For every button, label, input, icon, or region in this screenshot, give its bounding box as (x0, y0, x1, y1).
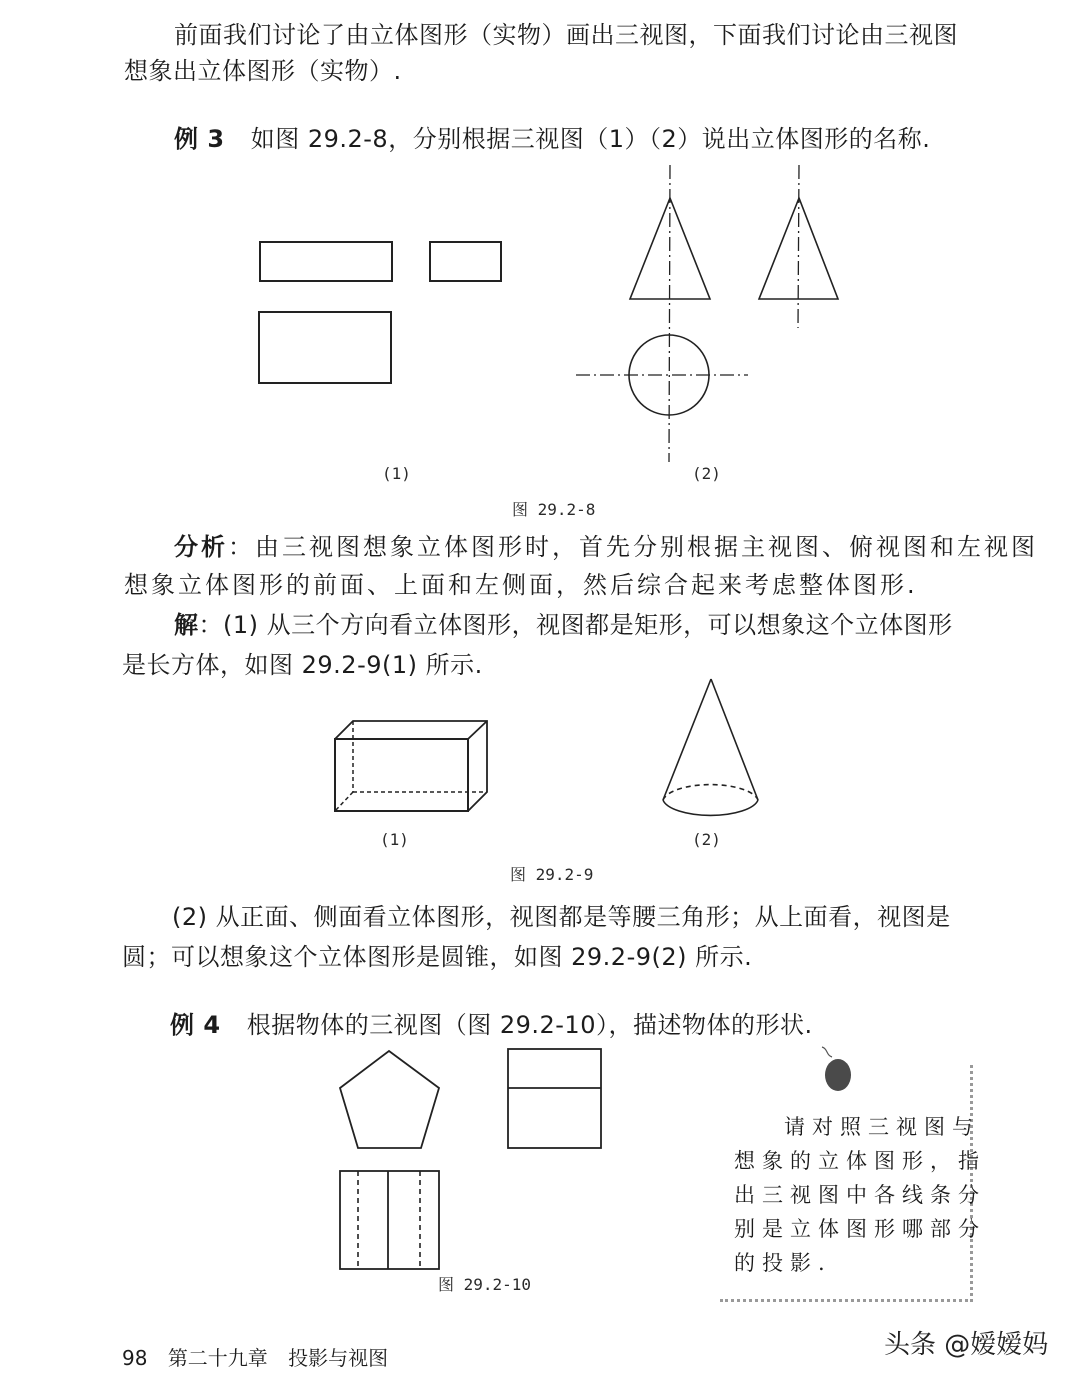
solution2-line-2: 圆；可以想象这个立体图形是圆锥，如图 29.2-9(2) 所示. (122, 943, 753, 971)
side-note-line-1: 请对照三视图与 (784, 1115, 980, 1139)
watermark: 头条 @嫒嫒妈 (884, 1330, 1049, 1360)
page-footer (122, 1342, 388, 1371)
side-note-line-5: 的投影. (734, 1251, 832, 1275)
figure-29-2-8-sub2-label: (2) (692, 464, 721, 483)
bug-mascot-icon (812, 1045, 862, 1095)
chapter-number: 第二十九章 (167, 1346, 268, 1370)
analysis-text-1: ：由三视图想象立体图形时，首先分别根据主视图、俯视图和左视图 (228, 533, 1038, 561)
figure-29-2-8-sub1-label: (1) (382, 464, 411, 483)
side-note-line-4: 别是立体图形哪部分 (734, 1217, 986, 1241)
side-note-line-2: 想象的立体图形，指 (734, 1149, 986, 1173)
solution-label: 解 (174, 611, 199, 639)
chapter-title: 投影与视图 (288, 1346, 389, 1370)
example-4-label: 例 4 (170, 1011, 221, 1039)
pentagon-front-view (340, 1051, 439, 1148)
analysis-label: 分析 (174, 533, 228, 561)
figure-29-2-9-caption: 图 29.2-9 (510, 865, 594, 884)
figure-29-2-9-sub1-label: (1) (380, 830, 409, 849)
example-3-text: 如图 29.2-8，分别根据三视图（1）（2）说出立体图形的名称. (250, 125, 931, 153)
intro-line-1: 前面我们讨论了由立体图形（实物）画出三视图，下面我们讨论由三视图 (174, 21, 958, 49)
page-number: 98 (122, 1346, 148, 1370)
figure-29-2-8-caption: 图 29.2-8 (512, 500, 596, 519)
intro-line-2: 想象出立体图形（实物）. (124, 57, 402, 85)
figure-29-2-10-caption: 图 29.2-10 (438, 1275, 532, 1294)
rectangle-top-view (340, 1171, 439, 1269)
rectangle-left-view (508, 1049, 601, 1148)
analysis-line-2: 想象立体图形的前面、上面和左侧面，然后综合起来考虑整体图形. (124, 571, 918, 599)
solution2-line-1: (2) 从正面、侧面看立体图形，视图都是等腰三角形；从上面看，视图是 (172, 903, 951, 931)
example-3-label: 例 3 (174, 125, 225, 153)
figure-29-2-9-sub2-label: (2) (692, 830, 721, 849)
solution-line-2: 是长方体，如图 29.2-9(1) 所示. (122, 651, 483, 679)
example-4-text: 根据物体的三视图（图 29.2-10），描述物体的形状. (246, 1011, 813, 1039)
side-note-line-3: 出三视图中各线条分 (734, 1183, 986, 1207)
solution-text-1: ：(1) 从三个方向看立体图形，视图都是矩形，可以想象这个立体图形 (198, 611, 953, 639)
